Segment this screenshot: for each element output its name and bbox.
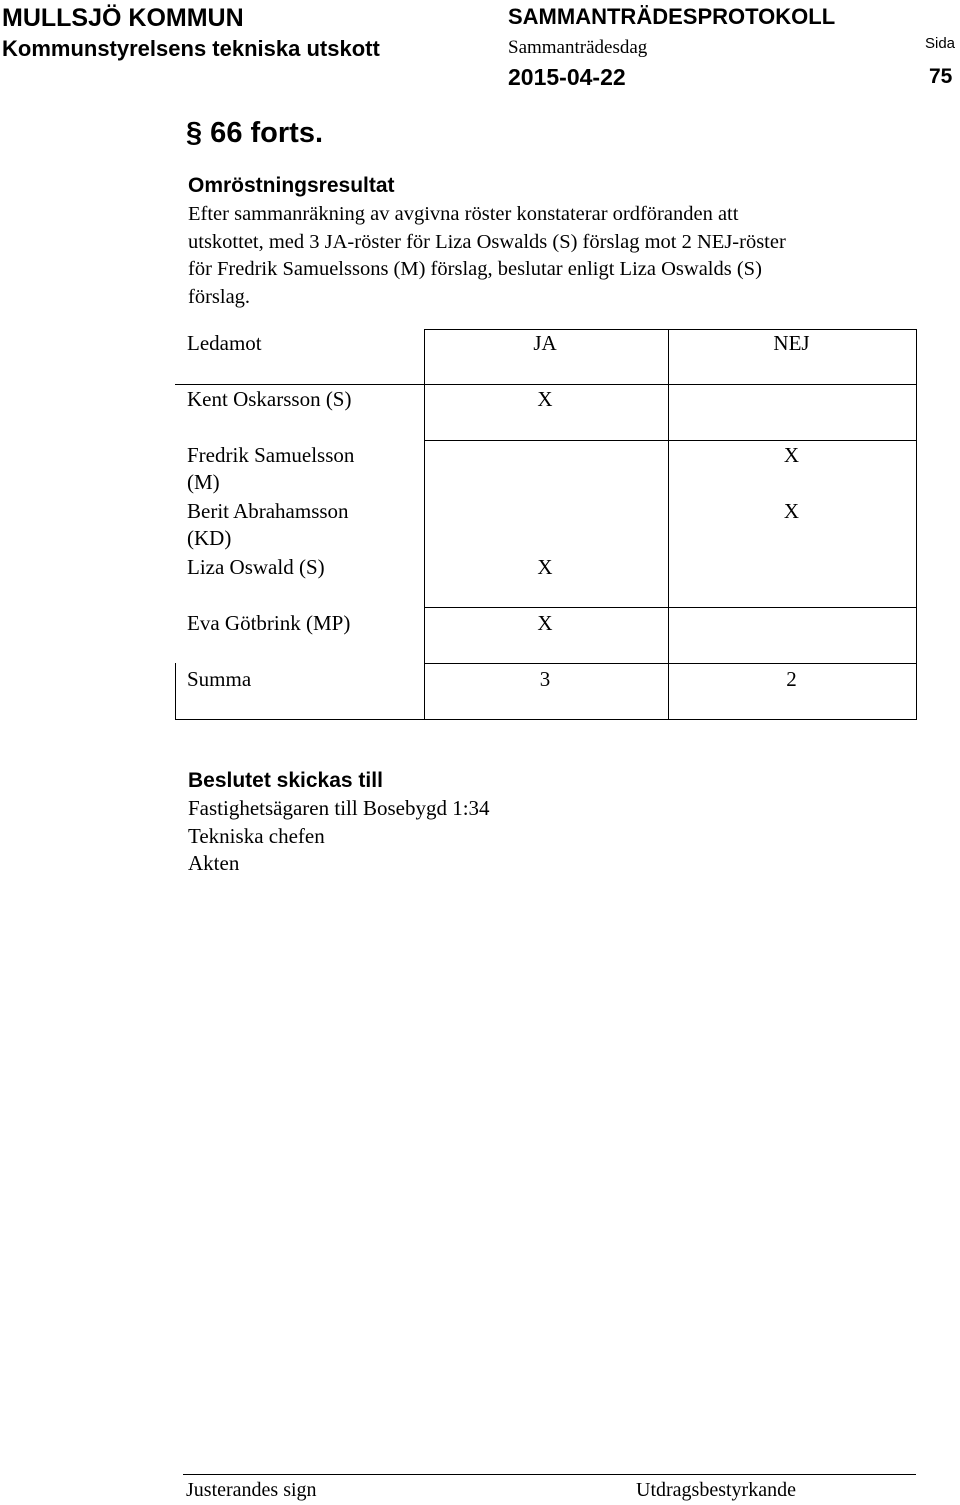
table-divider [424,329,917,330]
total-nej: 2 [786,667,797,691]
certification-label: Utdragsbestyrkande [636,1479,796,1501]
table-divider [668,329,669,720]
nej-vote [667,609,916,665]
header-nej: NEJ [773,331,810,355]
result-line: utskottet, med 3 JA-röster för Liza Oswalds (S) förslag mot 2 NEJ-röster [188,230,786,253]
header-member: Ledamot [187,331,262,355]
member-name [175,497,423,553]
table-divider [424,329,425,720]
member-name-line: Kent Oskarsson (S) [187,387,352,411]
result-line: för Fredrik Samuelssons (M) förslag, beslutar enligt Liza Oswalds (S) [188,258,762,281]
table-row [175,497,916,553]
total-ja: 3 [539,667,551,691]
nej-vote: X [783,443,800,467]
ja-vote: X [537,387,553,411]
meeting-date: 2015-04-22 [508,64,626,90]
result-paragraph [188,201,888,312]
member-name-line: (KD) [187,526,232,550]
organization-name: MULLSJÖ KOMMUN [2,4,244,32]
nej-vote: X [783,499,800,523]
document-type: SAMMANTRÄDESPROTOKOLL [508,4,836,29]
member-name [175,553,423,609]
table-divider [175,384,917,385]
ja-vote: X [537,555,553,579]
list-item: Fastighetsägaren till Bosebygd 1:34 [188,796,490,820]
table-divider [175,719,917,720]
table-row [175,553,916,609]
nej-vote [667,553,916,609]
meeting-date-label: Sammanträdesdag [508,37,648,58]
table-row [175,385,916,441]
ja-vote [423,497,667,553]
nej-vote [667,385,916,441]
member-name-line: Fredrik Samuelsson [187,443,355,467]
list-item: Tekniska chefen [188,823,325,848]
distribution-heading: Beslutet skickas till [188,769,383,792]
member-name-line: Eva Götbrink (MP) [187,611,351,635]
footer-divider [183,1474,916,1475]
result-line: Efter sammanräkning av avgivna röster konstaterar ordföranden att [188,203,739,225]
ja-vote: X [537,611,553,635]
member-name-line: (M) [187,470,220,494]
section-title: § 66 forts. [186,117,323,149]
list-item: Akten [188,851,240,876]
result-heading: Omröstningsresultat [188,174,395,197]
table-divider [424,607,917,608]
table-header-row [175,329,916,385]
ja-vote [423,441,667,497]
table-divider [175,663,176,720]
table-total-row [175,665,916,721]
member-name [175,385,423,441]
table-divider [424,663,917,664]
recipient-list [188,795,490,878]
page-label: Sida [925,35,956,52]
page-number: 75 [929,65,953,88]
signature-label: Justerandes sign [186,1479,317,1501]
table-row [175,441,916,497]
result-line: förslag. [188,286,251,309]
member-name-line: Liza Oswald (S) [187,555,325,579]
member-name [175,441,423,497]
committee-name: Kommunstyrelsens tekniska utskott [2,36,380,61]
table-divider [916,329,917,720]
total-label: Summa [187,667,252,691]
table-divider [424,440,917,441]
header-ja: JA [533,331,557,355]
member-name-line: Berit Abrahamsson [187,499,349,523]
member-name [175,609,423,665]
table-row [175,609,916,665]
